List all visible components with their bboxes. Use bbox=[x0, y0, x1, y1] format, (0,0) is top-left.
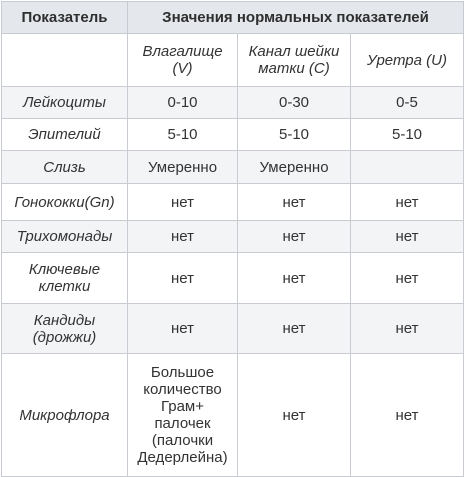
cell-vagina: 5-10 bbox=[128, 119, 238, 151]
row-param: Слизь bbox=[2, 151, 128, 184]
subheader-urethra: Уретра (U) bbox=[351, 34, 464, 87]
row-param: Эпителий bbox=[2, 119, 128, 151]
cell-cervix: 0-30 bbox=[238, 87, 351, 119]
normal-values-table bbox=[1, 1, 464, 477]
table-row bbox=[2, 253, 464, 304]
row-param: Лейкоциты bbox=[2, 87, 128, 119]
cell-cervix: нет bbox=[238, 354, 351, 477]
cell-urethra: нет bbox=[351, 184, 464, 221]
table-row bbox=[2, 304, 464, 354]
cell-cervix: нет bbox=[238, 221, 351, 253]
cell-vagina: Умеренно bbox=[128, 151, 238, 184]
cell-vagina: Большое количество Грам+ палочек (палочки Дедерлейна) bbox=[128, 354, 238, 477]
cell-cervix: нет bbox=[238, 253, 351, 304]
table-row bbox=[2, 354, 464, 477]
cell-cervix: нет bbox=[238, 304, 351, 354]
row-param: Гонококки(Gn) bbox=[2, 184, 128, 221]
cell-urethra: нет bbox=[351, 354, 464, 477]
cell-urethra: нет bbox=[351, 221, 464, 253]
row-param: Ключевые клетки bbox=[2, 253, 128, 304]
row-param: Кандиды (дрожжи) bbox=[2, 304, 128, 354]
table-subheader-row bbox=[2, 34, 464, 87]
cell-vagina: 0-10 bbox=[128, 87, 238, 119]
cell-cervix: нет bbox=[238, 184, 351, 221]
header-values: Значения нормальных показателей bbox=[128, 2, 464, 34]
cell-vagina: нет bbox=[128, 184, 238, 221]
cell-urethra: 0-5 bbox=[351, 87, 464, 119]
cell-vagina: нет bbox=[128, 253, 238, 304]
table-row bbox=[2, 184, 464, 221]
table-row bbox=[2, 221, 464, 253]
subheader-empty bbox=[2, 34, 128, 87]
cell-cervix: 5-10 bbox=[238, 119, 351, 151]
table-header-row bbox=[2, 2, 464, 34]
cell-urethra: нет bbox=[351, 253, 464, 304]
subheader-cervix: Канал шейки матки (C) bbox=[238, 34, 351, 87]
subheader-vagina: Влагалище (V) bbox=[128, 34, 238, 87]
header-param: Показатель bbox=[2, 2, 128, 34]
row-param: Микрофлора bbox=[2, 354, 128, 477]
cell-cervix: Умеренно bbox=[238, 151, 351, 184]
table-row bbox=[2, 151, 464, 184]
cell-vagina: нет bbox=[128, 304, 238, 354]
table-row bbox=[2, 119, 464, 151]
cell-urethra bbox=[351, 151, 464, 184]
cell-urethra: нет bbox=[351, 304, 464, 354]
cell-urethra: 5-10 bbox=[351, 119, 464, 151]
table-row bbox=[2, 87, 464, 119]
row-param: Трихомонады bbox=[2, 221, 128, 253]
cell-vagina: нет bbox=[128, 221, 238, 253]
